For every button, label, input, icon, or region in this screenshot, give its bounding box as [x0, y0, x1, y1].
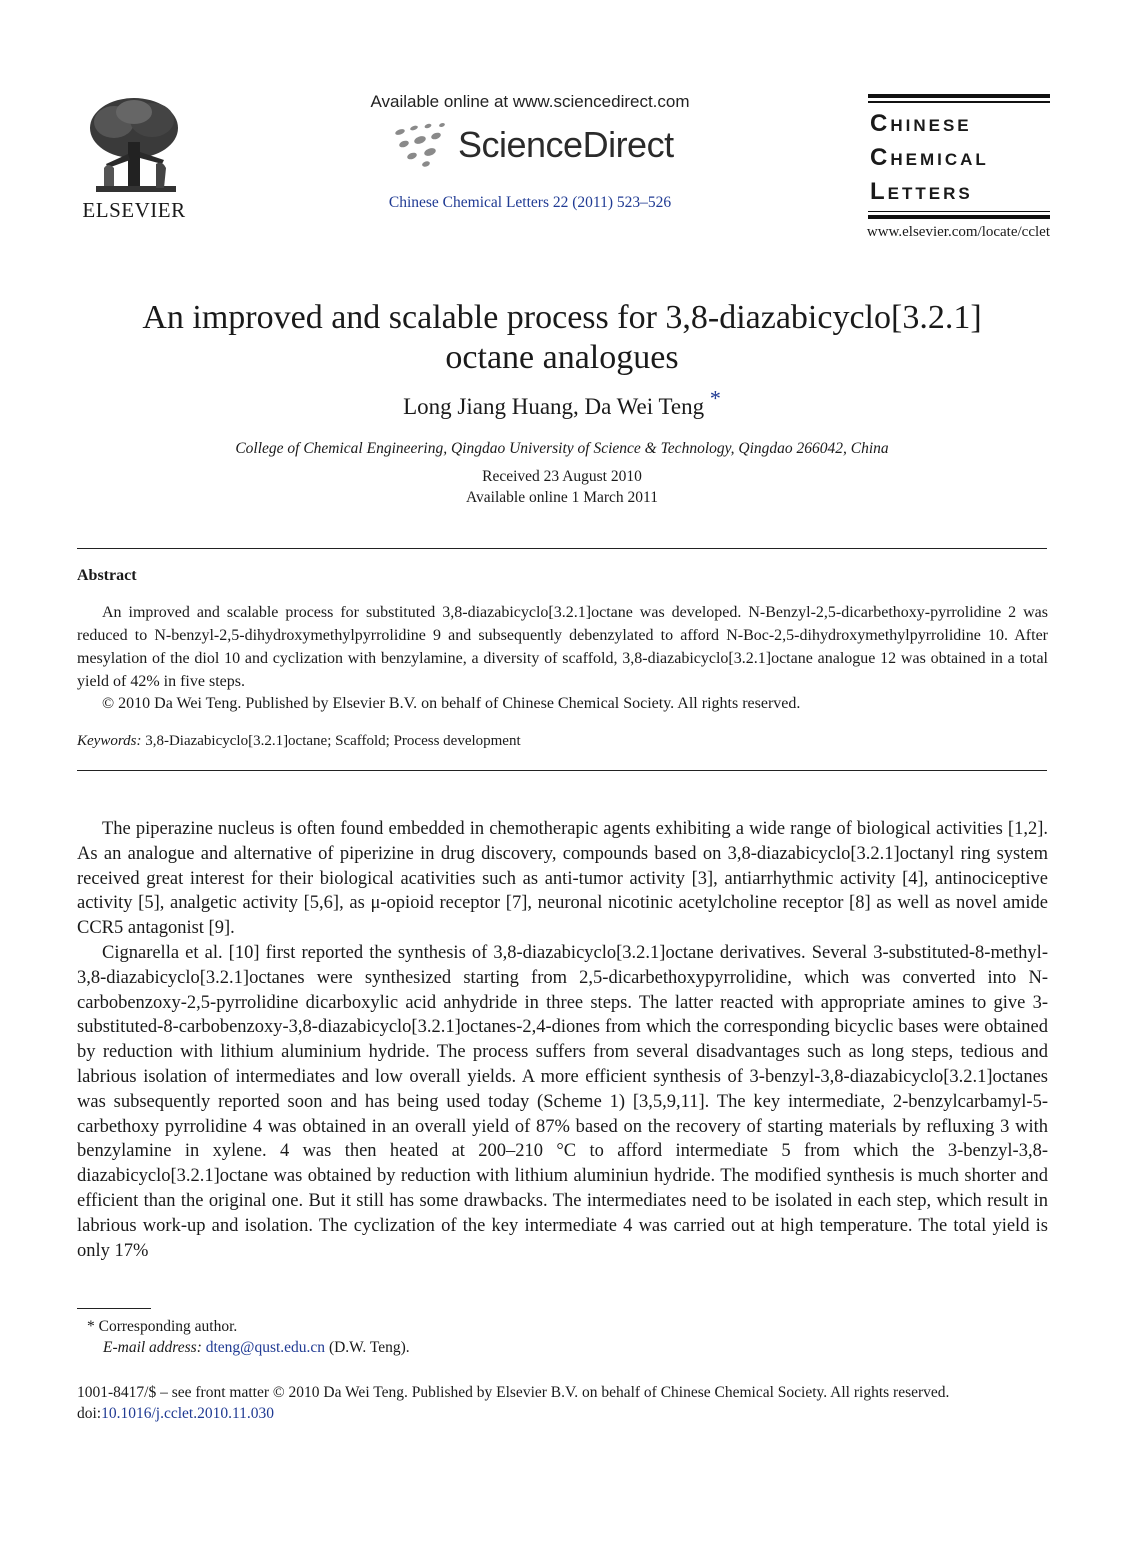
front-matter-copyright: 1001-8417/$ – see front matter © 2010 Da Wei Teng. Published by Elsevier B.V. on behalf of Chinese Chemical Society. All rights reserved. [77, 1384, 950, 1401]
journal-citation-link[interactable]: Chinese Chemical Letters 22 (2011) 523–526 [388, 194, 672, 211]
journal-logo-line3: Letters [870, 177, 973, 205]
abstract-top-rule [77, 548, 1047, 549]
corresponding-author-mark[interactable]: * [709, 385, 721, 411]
sciencedirect-logo[interactable] [330, 118, 730, 172]
abstract-bottom-rule [77, 770, 1047, 771]
article-title-line1: An improved and scalable process for 3,8-diazabicyclo[3.2.1] [142, 299, 982, 336]
article-dates [60, 466, 1064, 508]
available-online-date: Available online 1 March 2011 [466, 489, 658, 506]
journal-logo-rule-bottom-thin [868, 211, 1050, 213]
abstract-copyright: © 2010 Da Wei Teng. Published by Elsevier B.V. on behalf of Chinese Chemical Society. All rights reserved. [102, 695, 801, 712]
keywords-line [77, 733, 1048, 750]
author-list [60, 385, 1064, 420]
journal-logo-rule-top [868, 94, 1050, 98]
journal-logo-line2: Chemical [870, 143, 989, 171]
publisher-name: ELSEVIER [82, 198, 186, 222]
sciencedirect-dots-icon [390, 120, 460, 170]
received-date: Received 23 August 2010 [482, 468, 642, 485]
author-affiliation: College of Chemical Engineering, Qingdao University of Science & Technology, Qingdao 266042, China [235, 440, 889, 457]
article-body [77, 817, 1048, 1263]
email-suffix: (D.W. Teng). [328, 1339, 410, 1356]
doi-label: doi: [77, 1405, 102, 1422]
sciencedirect-wordmark: ScienceDirect [458, 124, 674, 165]
article-title-line2: octane analogues [445, 339, 679, 376]
author-names: Long Jiang Huang, Da Wei Teng [403, 394, 705, 419]
journal-logo-line1: Chinese [870, 109, 972, 137]
journal-url-link[interactable]: www.elsevier.com/locate/cclet [866, 224, 1050, 240]
email-label: E-mail address: [103, 1339, 202, 1356]
front-matter [77, 1382, 1057, 1424]
journal-header [0, 0, 1134, 250]
email-line [87, 1337, 987, 1358]
abstract-heading: Abstract [77, 567, 137, 584]
journal-logo-rule-bottom [868, 215, 1050, 219]
footnote [87, 1316, 987, 1358]
footnote-rule [77, 1308, 151, 1309]
author-email-link[interactable]: dteng@qust.edu.cn [205, 1339, 326, 1356]
journal-logo-title [868, 103, 1050, 211]
doi-link[interactable]: 10.1016/j.cclet.2010.11.030 [101, 1405, 275, 1422]
article-title [60, 298, 1064, 378]
doi-line [77, 1403, 1057, 1424]
keywords-list: 3,8-Diazabicyclo[3.2.1]octane; Scaffold; Process development [145, 733, 521, 749]
keywords-label: Keywords: [77, 733, 142, 749]
abstract-text: An improved and scalable process for substituted 3,8-diazabicyclo[3.2.1]octane was developed. N-Benzyl-2,5-dicarbethoxy-pyrrolidine 2 was reduced to N-benzyl-2,5-dihydroxymethylpyrrolidine 9 and subsequently debenzylated to afford N-Boc-2,5-dihydroxymethylpyrrolidine 10. After mesylation of the diol 10 and cyclization with benzylamine, a diversity of scaffold, 3,8-diazabicyclo[3.2.1]octane analogue 12 was obtained in a total yield of 42% in five steps. [77, 604, 1048, 690]
corresponding-author-note: * Corresponding author. [87, 1318, 238, 1335]
body-paragraph-2: Cignarella et al. [10] first reported the synthesis of 3,8-diazabicyclo[3.2.1]octane derivatives. Several 3-substituted-8-methyl-3,8-diazabicyclo[3.2.1]octanes were synthesized starting from 2,5-dicarbethoxypyrrolidine, which was converted into N-carbobenzoxy-2,5-pyrrolidine dicarboxylic acid anhydride in three steps. The latter reacted with appropriate amines to give 3-substituted-8-carbobenzoxy-3,8-diazabicyclo[3.2.1]octanes-2,4-diones from which the corresponding bicyclic bases were obtained by reduction with lithium aluminium hydride. The process suffers from several disadvantages such as long steps, tedious and labrious isolation of intermediates and low overall yields. A more efficient synthesis of 3-benzyl-3,8-diazabicyclo[3.2.1]octanes was subsequently reported soon and has being used today (Scheme 1) [3,5,9,11]. The key intermediate, 2-benzylcarbamyl-5-carbethoxy pyrrolidine 4 was obtained in an overall yield of 87% based on the recovery of starting materials by refluxing 3 with benzylamine in xylene. 4 was then heated at 200–210 °C to afford intermediate 5 from which the 3-benzyl-3,8-diazabicyclo[3.2.1]octane was obtained by reduction with lithium aluminiun hydride. The modified synthesis is much shorter and efficient than the original one. But it still has some drawbacks. The intermediates need to be isolated in each step, which result in labrious work-up and isolation. The cyclization of the key intermediate 4 was carried out at high temperature. The total yield is only 17% [77, 942, 1048, 1261]
body-paragraph-1: The piperazine nucleus is often found embedded in chemotherapic agents exhibiting a wide range of biological activities [1,2]. As an analogue and alternative of piperizine in drug discovery, compounds based on 3,8-diazabicyclo[3.2.1]octanyl ring system received great interest for their biological acativities such as anti-tumor activity [3], antiarrhythmic activity [4], antinociceptive activity [5], analgetic activity [5,6], as μ-opioid receptor [7], neuronal nicotinic acetylcholine receptor [8] as well as novel amide CCR5 antagonist [9]. [77, 819, 1048, 939]
available-online-text: Available online at www.sciencedirect.com [370, 92, 690, 111]
journal-logo [868, 94, 1050, 219]
sciencedirect-block [330, 92, 730, 212]
